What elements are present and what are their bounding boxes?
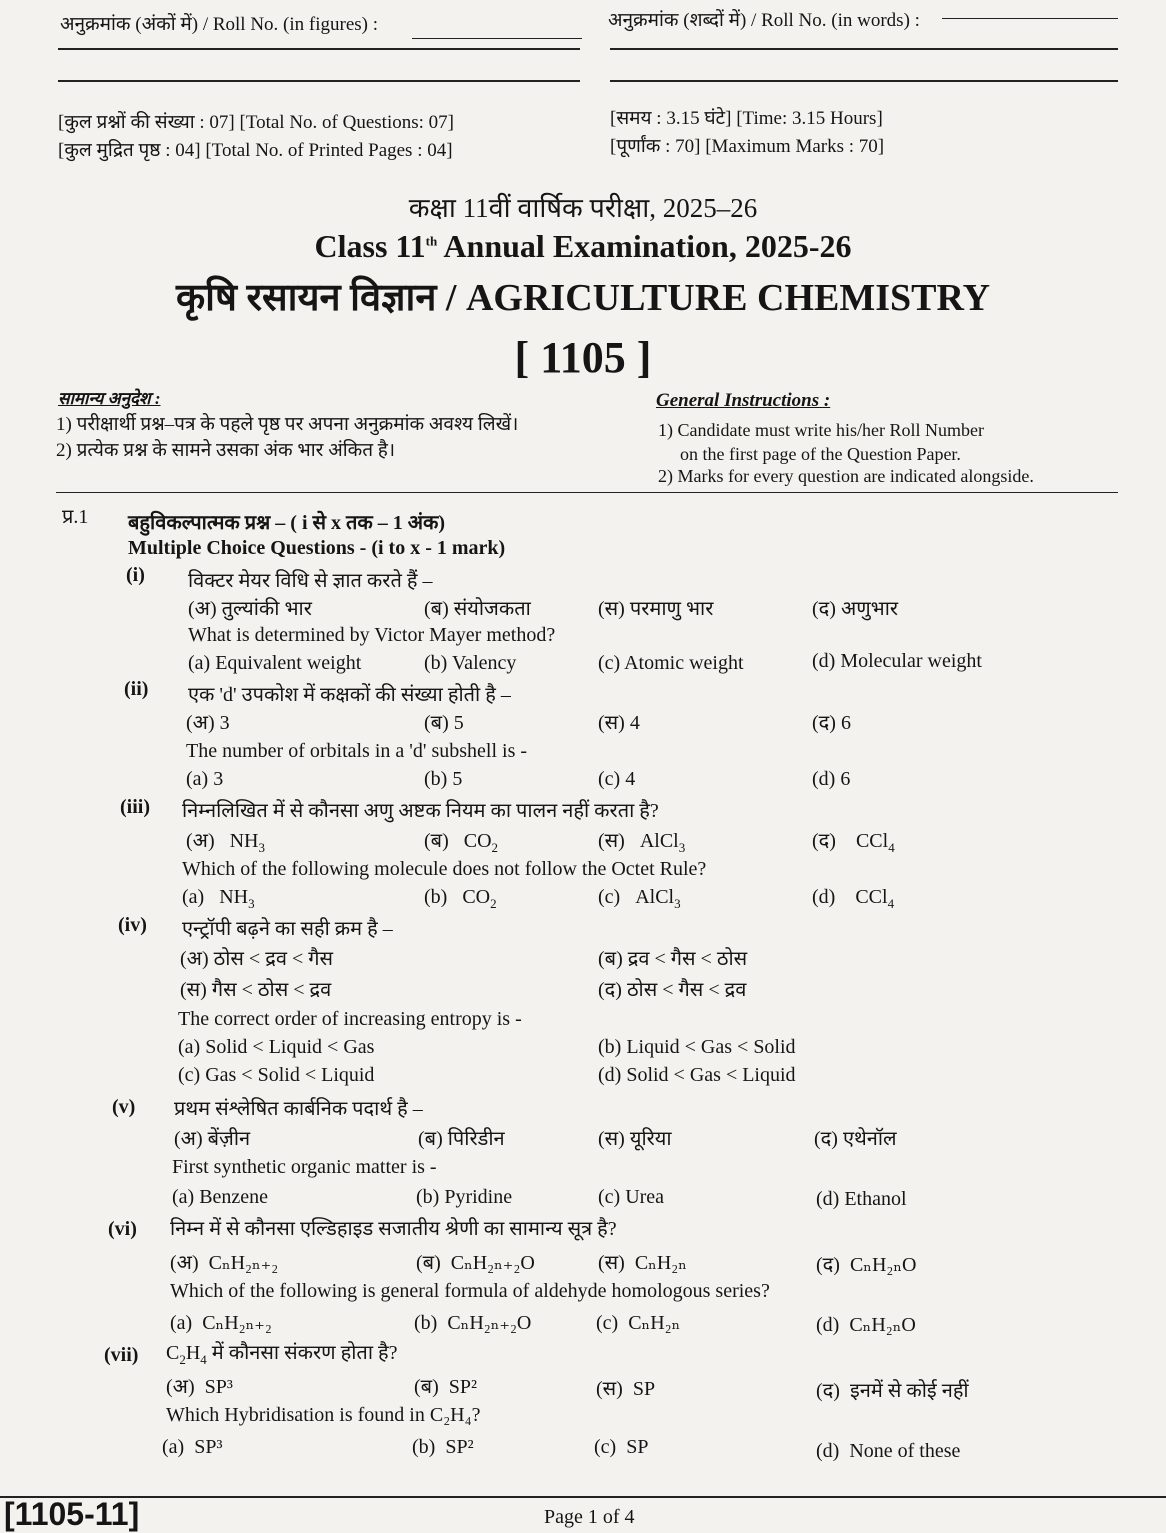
q1-iii-en-opt-c: (c) AlCl$_3$ xyxy=(598,886,681,911)
q1-i-en-opt-b: (b) Valency xyxy=(424,652,517,674)
q1-vii-hi-opt-a: (अ) SP³ xyxy=(166,1376,233,1398)
header-rule-4 xyxy=(610,80,1118,82)
q1-v-hi-opt-c: (स) यूरिया xyxy=(598,1128,672,1150)
q1-v-hi-opt-d: (द) एथेनॉल xyxy=(814,1128,897,1150)
q1-ii-english: The number of orbitals in a 'd' subshell is - xyxy=(186,740,528,762)
exam-time: [समय : 3.15 घंटे] [Time: 3.15 Hours] xyxy=(610,108,883,129)
q1-vii-hi-opt-b: (ब) SP² xyxy=(414,1376,477,1398)
q1-vii-en-opt-b: (b) SP² xyxy=(412,1436,474,1458)
printed-pages: [कुल मुद्रित पृष्ठ : 04] [Total No. of Printed Pages : 04] xyxy=(58,140,453,161)
q1-vii-english: Which Hybridisation is found in C₂H₄? xyxy=(166,1404,481,1426)
footer-rule xyxy=(0,1496,1166,1498)
q1-heading-hindi: बहुविकल्पात्मक प्रश्न – ( i से x तक – 1 अंक) xyxy=(128,512,446,534)
instruction-english-1b: on the first page of the Question Paper. xyxy=(680,444,961,464)
q1-ii-en-opt-b: (b) 5 xyxy=(424,768,463,790)
q1-iii-en-opt-d: (d) CCl$_4$ xyxy=(812,886,895,911)
q1-iv-english: The correct order of increasing entropy is - xyxy=(178,1008,522,1030)
q1-i-en-opt-c: (c) Atomic weight xyxy=(598,652,744,674)
title-english: Class 11th Annual Examination, 2025-26 xyxy=(314,228,852,264)
footer-page: Page 1 of 4 xyxy=(544,1506,635,1528)
instruction-hindi-1: 1) परीक्षार्थी प्रश्न–पत्र के पहले पृष्ठ पर अपना अनुक्रमांक अवश्य लिखें। xyxy=(56,414,519,435)
q1-vii-hindi: $C_2H_4$ में कौनसा संकरण होता है? xyxy=(166,1342,398,1367)
q1-v-en-opt-a: (a) Benzene xyxy=(172,1186,269,1208)
q1-vii-hi-opt-c: (स) SP xyxy=(596,1378,656,1400)
q1-vi-english: Which of the following is general formula of aldehyde homologous series? xyxy=(170,1280,770,1302)
q1-iii-hi-opt-c: (स) AlCl$_3$ xyxy=(598,830,686,855)
q1-iii-hi-opt-d: (द) CCl$_4$ xyxy=(812,830,895,855)
q1-i-en-opt-d: (d) Molecular weight xyxy=(812,650,982,672)
question-1-label: प्र.1 xyxy=(62,506,89,528)
q1-iv-hi-opt-c: (स) गैस < ठोस < द्रव xyxy=(180,979,332,1001)
q1-vii-number: (vii) xyxy=(104,1344,139,1366)
q1-v-number: (v) xyxy=(112,1096,136,1118)
q1-iii-hindi: निम्नलिखित में से कौनसा अणु अष्टक नियम का पालन नहीं करता है? xyxy=(182,800,659,822)
q1-iii-en-opt-a: (a) $NH_3$ xyxy=(182,886,255,911)
q1-i-english: What is determined by Victor Mayer method? xyxy=(188,624,556,646)
q1-iv-en-opt-a: (a) Solid < Liquid < Gas xyxy=(178,1036,375,1058)
q1-i-number: (i) xyxy=(126,564,145,586)
q1-vi-hi-opt-a: (अ) CₙH₂ₙ₊₂ xyxy=(170,1252,279,1274)
q1-vii-hi-opt-d: (द) इनमें से कोई नहीं xyxy=(816,1380,969,1402)
header-rule-1 xyxy=(58,48,580,50)
q1-ii-en-opt-c: (c) 4 xyxy=(598,768,636,790)
subject-title: कृषि रसायन विज्ञान / AGRICULTURE CHEMISTRY xyxy=(175,277,991,319)
roll-words-label: अनुक्रमांक (शब्दों में) / Roll No. (in words) : xyxy=(608,10,920,31)
q1-iv-hi-opt-b: (ब) द्रव < गैस < ठोस xyxy=(598,948,748,970)
q1-vi-hindi: निम्न में से कौनसा एल्डिहाइड सजातीय श्रेणी का सामान्य सूत्र है? xyxy=(170,1218,617,1240)
q1-i-hi-opt-d: (द) अणुभार xyxy=(812,598,899,620)
q1-vi-hi-opt-d: (द) CₙH₂ₙO xyxy=(816,1254,917,1276)
instructions-rule xyxy=(56,492,1118,493)
q1-v-en-opt-d: (d) Ethanol xyxy=(816,1188,907,1210)
footer-code: [1105-11] xyxy=(4,1496,140,1532)
header-rule-2 xyxy=(610,48,1118,50)
q1-vi-en-opt-d: (d) CₙH₂ₙO xyxy=(816,1314,916,1336)
q1-iv-hindi: एन्ट्रॉपी बढ़ने का सही क्रम है – xyxy=(182,918,393,940)
q1-vii-en-opt-c: (c) SP xyxy=(594,1436,649,1458)
q1-vi-hi-opt-c: (स) CₙH₂ₙ xyxy=(598,1252,687,1274)
roll-figures-label: अनुक्रमांक (अंकों में) / Roll No. (in figures) : xyxy=(60,14,379,35)
q1-i-en-opt-a: (a) Equivalent weight xyxy=(188,652,362,674)
q1-iii-hi-opt-a: (अ) $NH_3$ xyxy=(186,830,265,855)
instructions-heading-english: General Instructions : xyxy=(656,390,831,411)
q1-v-hindi: प्रथम संश्लेषित कार्बनिक पदार्थ है – xyxy=(174,1098,423,1120)
q1-iv-en-opt-b: (b) Liquid < Gas < Solid xyxy=(598,1036,796,1058)
q1-i-hindi: विक्टर मेयर विधि से ज्ञात करते हैं – xyxy=(188,570,433,592)
paper-code: [ 1105 ] xyxy=(514,333,652,382)
q1-v-en-opt-b: (b) Pyridine xyxy=(416,1186,513,1208)
q1-vi-hi-opt-b: (ब) CₙH₂ₙ₊₂O xyxy=(416,1252,535,1274)
q1-ii-hi-opt-b: (ब) 5 xyxy=(424,712,464,734)
q1-iii-english: Which of the following molecule does not follow the Octet Rule? xyxy=(182,858,707,880)
q1-ii-hi-opt-a: (अ) 3 xyxy=(186,712,230,734)
q1-v-english: First synthetic organic matter is - xyxy=(172,1156,437,1178)
q1-i-hi-opt-b: (ब) संयोजकता xyxy=(424,598,531,620)
q1-iv-hi-opt-a: (अ) ठोस < द्रव < गैस xyxy=(180,948,333,970)
q1-vi-en-opt-c: (c) CₙH₂ₙ xyxy=(596,1312,681,1334)
q1-vi-en-opt-a: (a) CₙH₂ₙ₊₂ xyxy=(170,1312,272,1334)
q1-vii-en-opt-a: (a) SP³ xyxy=(162,1436,223,1458)
q1-iii-number: (iii) xyxy=(120,796,150,818)
maximum-marks: [पूर्णांक : 70] [Maximum Marks : 70] xyxy=(610,136,885,157)
q1-ii-number: (ii) xyxy=(124,678,149,700)
q1-i-hi-opt-c: (स) परमाणु भार xyxy=(598,598,714,620)
header-rule-3 xyxy=(58,80,580,82)
title-hindi: कक्षा 11वीं वार्षिक परीक्षा, 2025–26 xyxy=(408,193,758,223)
q1-ii-hindi: एक 'd' उपकोश में कक्षकों की संख्या होती है – xyxy=(188,684,511,706)
q1-vi-en-opt-b: (b) CₙH₂ₙ₊₂O xyxy=(414,1312,532,1334)
roll-words-line xyxy=(942,18,1118,19)
q1-v-en-opt-c: (c) Urea xyxy=(598,1186,665,1208)
q1-heading-english: Multiple Choice Questions - (i to x - 1 mark) xyxy=(128,537,506,559)
total-questions: [कुल प्रश्नों की संख्या : 07] [Total No. of Questions: 07] xyxy=(58,112,454,133)
q1-vi-number: (vi) xyxy=(108,1218,137,1240)
instruction-english-2: 2) Marks for every question are indicated alongside. xyxy=(658,466,1034,486)
q1-ii-hi-opt-d: (द) 6 xyxy=(812,712,851,734)
q1-v-hi-opt-b: (ब) पिरिडीन xyxy=(418,1128,505,1150)
q1-v-hi-opt-a: (अ) बेंज़ीन xyxy=(174,1128,251,1150)
instruction-hindi-2: 2) प्रत्येक प्रश्न के सामने उसका अंक भार अंकित है। xyxy=(56,440,396,461)
q1-i-hi-opt-a: (अ) तुल्यांकी भार xyxy=(188,598,312,620)
q1-iv-en-opt-c: (c) Gas < Solid < Liquid xyxy=(178,1064,375,1086)
q1-iv-hi-opt-d: (द) ठोस < गैस < द्रव xyxy=(598,979,747,1001)
q1-iii-en-opt-b: (b) $CO_2$ xyxy=(424,886,497,911)
q1-vii-en-opt-d: (d) None of these xyxy=(816,1440,961,1462)
q1-ii-hi-opt-c: (स) 4 xyxy=(598,712,640,734)
instructions-heading-hindi: सामान्य अनुदेश : xyxy=(58,389,161,408)
q1-iii-hi-opt-b: (ब) $CO_2$ xyxy=(424,830,499,855)
q1-ii-en-opt-a: (a) 3 xyxy=(186,768,224,790)
roll-figures-line xyxy=(412,38,582,39)
q1-iv-en-opt-d: (d) Solid < Gas < Liquid xyxy=(598,1064,796,1086)
instruction-english-1a: 1) Candidate must write his/her Roll Number xyxy=(658,420,984,440)
q1-ii-en-opt-d: (d) 6 xyxy=(812,768,851,790)
q1-iv-number: (iv) xyxy=(118,914,147,936)
